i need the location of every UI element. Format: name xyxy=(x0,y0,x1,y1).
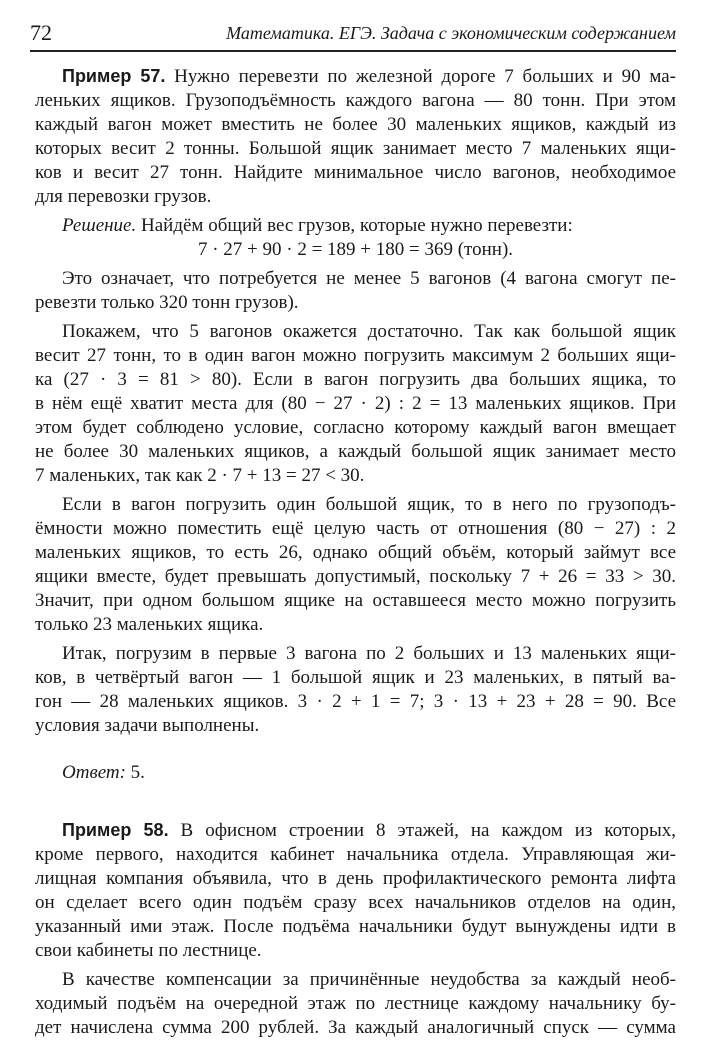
solution-label: Решение. xyxy=(62,215,137,236)
text-line: ков и весит 27 тонн. Найдите минимальное число вагонов, необходимое xyxy=(35,162,676,183)
page-number: 72 xyxy=(30,20,52,45)
running-title: Математика. ЕГЭ. Задача с экономическим содержанием xyxy=(226,23,676,43)
text-line: Итак, погрузим в первые 3 вагона по 2 больших и 13 маленьких ящи- xyxy=(62,643,676,664)
text-line: гон — 28 маленьких ящиков. 3 · 2 + 1 = 7; 3 · 13 + 23 + 28 = 90. Все xyxy=(35,691,676,712)
text-line: леньких ящиков. Грузоподъёмность каждого вагона — 80 тонн. При этом xyxy=(35,90,676,111)
answer xyxy=(35,761,676,785)
text-line: ка (27 · 3 = 81 > 80). Если в вагон погрузить два больших ящика, то xyxy=(35,369,676,390)
text-line: в нём ещё хватит места для (80 − 27 · 2) : 2 = 13 маленьких ящиков. При xyxy=(35,393,676,414)
example-label: Пример 57. xyxy=(62,66,166,86)
text-line: он сделает всего один подъём сразу всех начальников отделов на один, xyxy=(35,892,676,913)
text-line: условия задачи выполнены. xyxy=(35,715,260,736)
example-58-statement xyxy=(35,818,676,963)
solution-paragraph xyxy=(35,642,676,738)
answer-label: Ответ: xyxy=(62,762,126,783)
text-line: ков, в четвёртый вагон — 1 большой ящик и 23 маленьких, в пятый ва- xyxy=(35,667,676,688)
text-line: маленьких ящиков, то есть 26, однако общий объём, который займут все xyxy=(35,542,676,563)
text-line: для перевозки грузов. xyxy=(35,186,212,207)
example-58-paragraph xyxy=(35,968,676,1040)
formula: 7 · 27 + 90 · 2 = 189 + 180 = 369 (тонн). xyxy=(197,239,514,260)
example-label: Пример 58. xyxy=(62,820,169,840)
text-line: В качестве компенсации за причинённые неудобства за каждый необ- xyxy=(62,969,676,990)
text-line: кроме первого, находится кабинет начальника отдела. Управляющая жи- xyxy=(35,844,676,865)
text-line: не более 30 маленьких ящиков, а каждый большой ящик занимает место xyxy=(35,441,676,462)
text-line: Пример 57. Нужно перевезти по железной дороге 7 больших и 90 ма- xyxy=(62,66,677,87)
text-line: каждый вагон может вместить не более 30 маленьких ящиков, каждый из xyxy=(35,114,676,135)
text-line: свои кабинеты по лестнице. xyxy=(35,940,262,961)
answer-value: 5. xyxy=(125,762,145,783)
solution-intro xyxy=(35,214,676,262)
page-body xyxy=(35,64,676,1045)
text-line: лищная компания объявила, что в день профилактического ремонта лифта xyxy=(35,868,676,889)
solution-paragraph xyxy=(35,267,676,315)
text-line: этом будет соблюдено условие, согласно которому каждый вагон вмещает xyxy=(35,417,676,438)
text-line: только 23 маленьких ящика. xyxy=(35,614,264,635)
text-line: дет начислена сумма 200 рублей. За каждый аналогичный спуск — сумма xyxy=(35,1017,676,1038)
solution-paragraph xyxy=(35,493,676,637)
text-line: ходимый подъём на очередной этаж по лестнице каждому начальнику бу- xyxy=(35,993,676,1014)
text-line: указанный ими этаж. После подъёма начальники будут вынуждены идти в xyxy=(35,916,676,937)
text-line: Если в вагон погрузить один большой ящик, то в него по грузоподъ- xyxy=(62,494,676,515)
text-line xyxy=(35,761,676,785)
text-line: Это означает, что потребуется не менее 5 вагонов (4 вагона смогут пе- xyxy=(62,268,676,289)
text-line: весит 27 тонн, то в один вагон можно погрузить максимум 2 больших ящи- xyxy=(35,345,676,366)
text-line: ёмности можно поместить ещё целую часть от отношения (80 − 27) : 2 xyxy=(35,518,676,539)
text-line: Пример 58. В офисном строении 8 этажей, на каждом из которых, xyxy=(62,820,677,841)
text-line: Значит, при одном большом ящике на оставшееся место можно погрузить xyxy=(35,590,676,611)
running-header xyxy=(30,20,676,52)
text-line: ревезти только 320 тонн грузов). xyxy=(35,292,299,313)
text-line: которых весит 2 тонны. Большой ящик занимает место 7 маленьких ящи- xyxy=(35,138,676,159)
text-line: ящики вместе, будет превышать допустимый, поскольку 7 + 26 = 33 > 30. xyxy=(35,566,676,587)
text-line: 7 маленьких, так как 2 · 7 + 13 = 27 < 30. xyxy=(35,465,365,486)
text-line: Решение. Найдём общий вес грузов, которые нужно перевезти: xyxy=(62,215,573,236)
example-57-statement xyxy=(35,64,676,209)
text-line: Покажем, что 5 вагонов окажется достаточно. Так как большой ящик xyxy=(62,321,676,342)
solution-paragraph xyxy=(35,320,676,488)
